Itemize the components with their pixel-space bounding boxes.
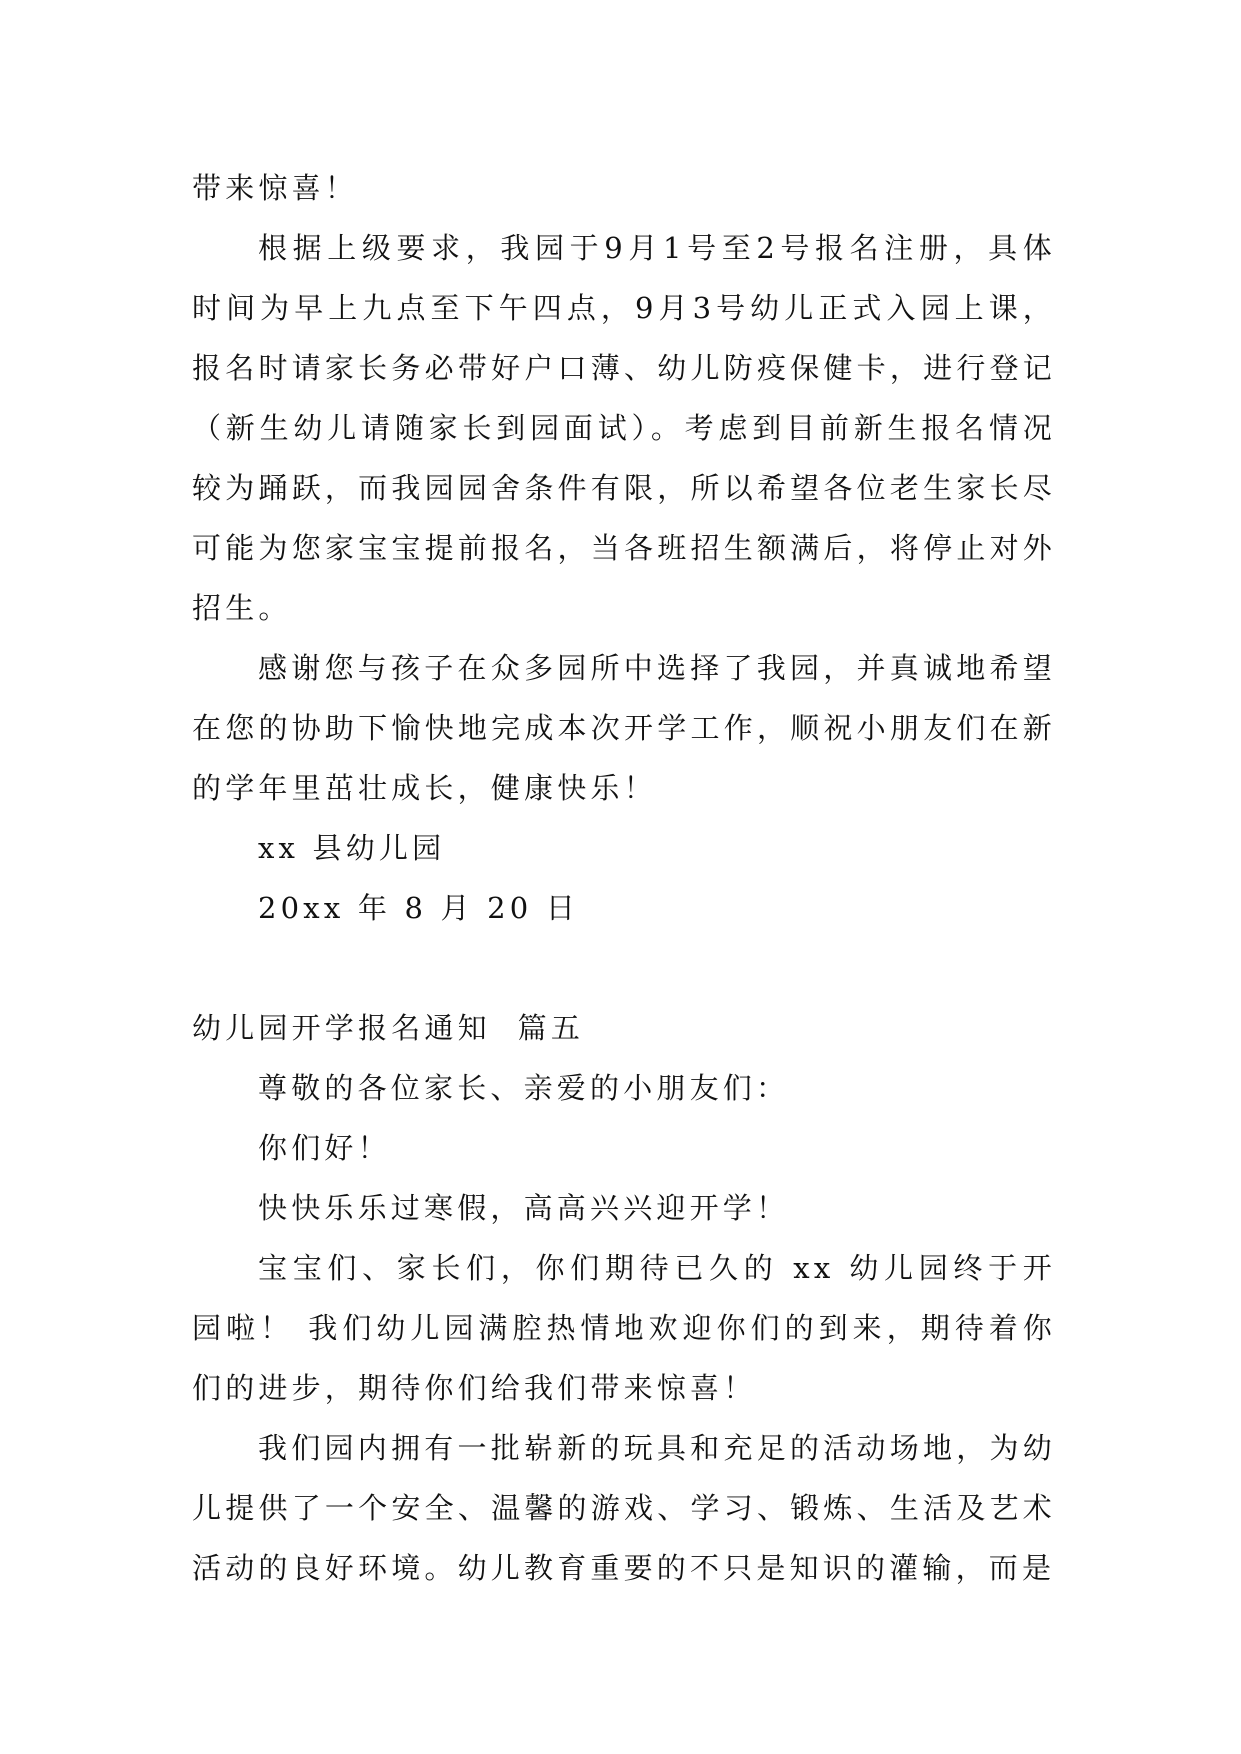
- signature-org: xx 县幼儿园: [258, 831, 446, 865]
- document-body: [192, 158, 1056, 1598]
- paragraph-welcome: 宝宝们、家长们，你们期待已久的 xx 幼儿园终于开园啦！ 我们幼儿园满腔热情地欢迎你们的到来，期待着你们的进步，期待你们给我们带来惊喜！: [192, 1251, 1056, 1405]
- paragraph-thanks: 感谢您与孩子在众多园所中选择了我园，并真诚地希望在您的协助下愉快地完成本次开学工作，顺祝小朋友们在新的学年里茁壮成长，健康快乐！: [192, 651, 1056, 805]
- paragraph-registration-info: 根据上级要求，我园于9月1号至2号报名注册，具体时间为早上九点至下午四点，9月3号幼儿正式入园上课，报名时请家长务必带好户口薄、幼儿防疫保健卡，进行登记（新生幼儿请随家长到园面试）。考虑到目前新生报名情况较为踊跃，而我园园舍条件有限，所以希望各位老生家长尽可能为您家宝宝提前报名，当各班招生额满后，将停止对外招生。: [192, 231, 1056, 625]
- section-title: 幼儿园开学报名通知 篇五: [192, 1011, 585, 1045]
- paragraph-continuation: 带来惊喜！: [192, 171, 359, 205]
- section-spacer: [192, 938, 1056, 998]
- paragraph-facilities: 我们园内拥有一批崭新的玩具和充足的活动场地，为幼儿提供了一个安全、温馨的游戏、学习、锻炼、生活及艺术活动的良好环境。幼儿教育重要的不只是知识的灌输，而是: [192, 1431, 1056, 1585]
- signature-date: 20xx 年 8 月 20 日: [258, 891, 580, 925]
- greeting: 你们好！: [258, 1131, 391, 1165]
- salutation: 尊敬的各位家长、亲爱的小朋友们：: [258, 1071, 790, 1105]
- slogan: 快快乐乐过寒假，高高兴兴迎开学！: [258, 1191, 790, 1225]
